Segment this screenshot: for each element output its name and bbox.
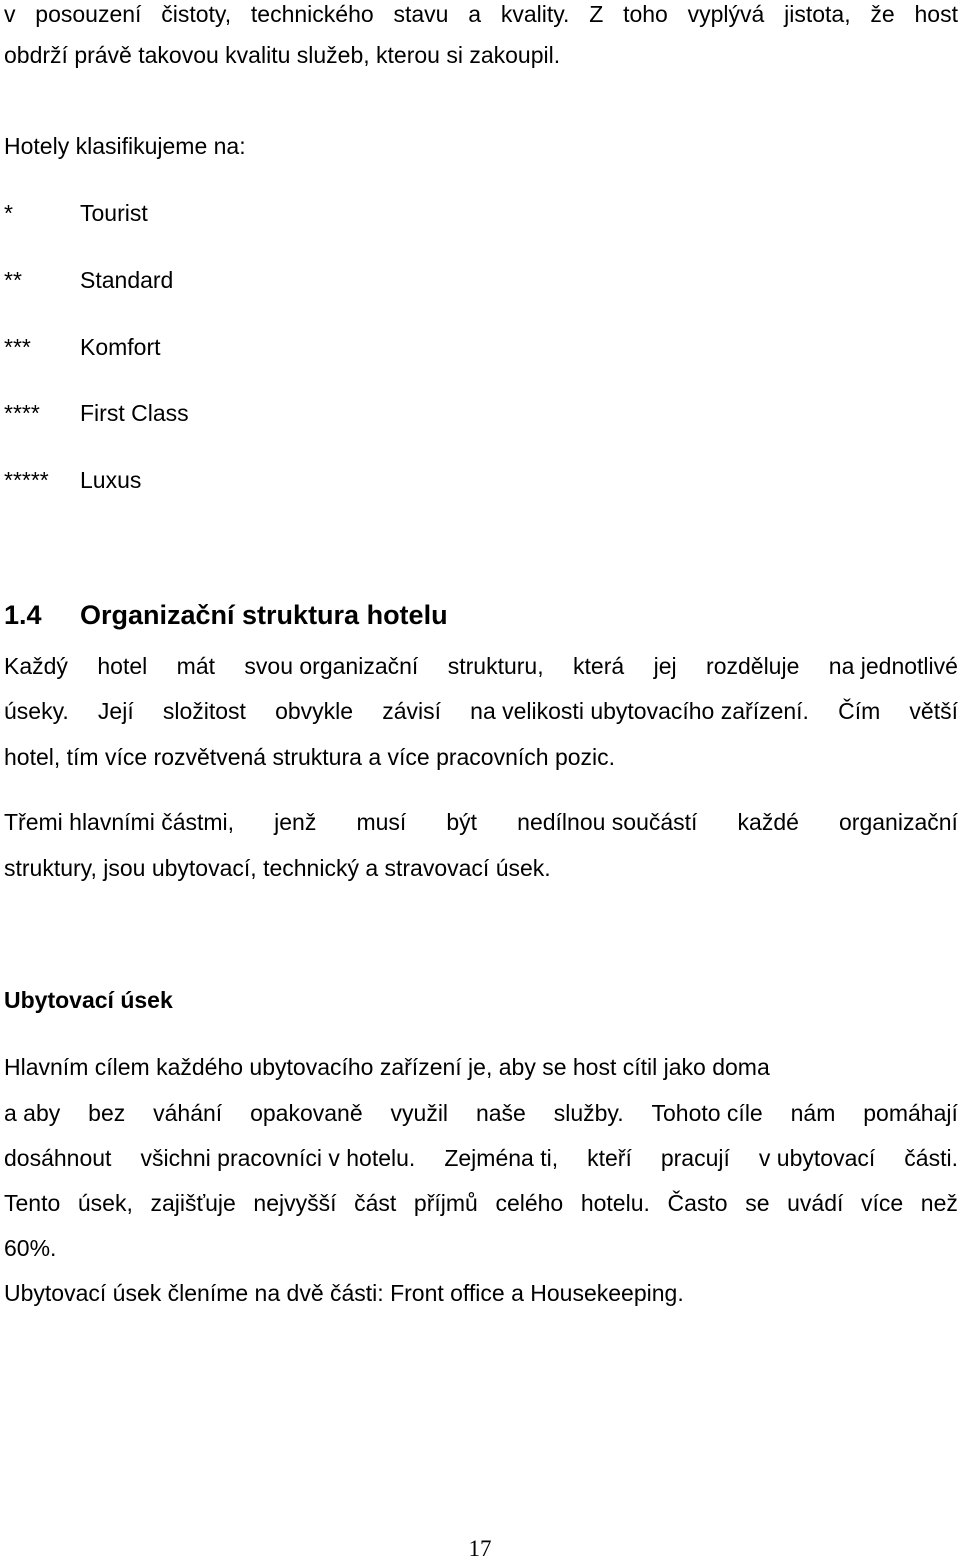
word: pomáhají xyxy=(863,1100,958,1126)
word: rozděluje xyxy=(706,653,800,679)
word: organizační xyxy=(839,809,958,835)
word: host xyxy=(914,1,958,27)
word: strukturu, xyxy=(447,653,544,679)
section-p1-line-1 xyxy=(4,652,958,680)
classification-stars: *** xyxy=(4,334,31,360)
word: se xyxy=(745,1190,770,1216)
classification-stars: ***** xyxy=(4,467,49,493)
word: Třemi hlavními částmi, xyxy=(4,809,235,835)
word: mát xyxy=(176,653,215,679)
word: čistoty, xyxy=(161,1,232,27)
word: celého xyxy=(495,1190,564,1216)
word: kteří xyxy=(587,1145,632,1171)
classification-label: Standard xyxy=(80,267,174,293)
section-heading xyxy=(4,599,448,631)
word: větší xyxy=(909,698,958,724)
word: musí xyxy=(356,809,407,835)
intro-line-1 xyxy=(4,0,958,28)
word: a aby xyxy=(4,1100,61,1126)
word: toho xyxy=(623,1,668,27)
word: Každý xyxy=(4,653,68,679)
subsection-p1-line-1: Hlavním cílem každého ubytovacího zařízení je, aby se host cítil jako doma xyxy=(4,1054,770,1080)
subsection-heading: Ubytovací úsek xyxy=(4,987,173,1013)
word: hotelu. xyxy=(580,1190,650,1216)
section-p2-line-2: struktury, jsou ubytovací, technický a stravovací úsek. xyxy=(4,855,551,881)
word: v ubytovací xyxy=(758,1145,876,1171)
word: že xyxy=(870,1,895,27)
word: Z xyxy=(589,1,604,27)
word: Její xyxy=(97,698,134,724)
word: složitost xyxy=(162,698,246,724)
subsection-p1-line-4 xyxy=(4,1189,958,1217)
word: každé xyxy=(737,809,799,835)
word: Čím xyxy=(838,698,881,724)
word: na velikosti ubytovacího zařízení. xyxy=(470,698,809,724)
word: Zejména ti, xyxy=(444,1145,559,1171)
word: Tento xyxy=(4,1190,61,1216)
word: jej xyxy=(653,653,677,679)
section-title: Organizační struktura hotelu xyxy=(80,600,448,630)
word: jistota, xyxy=(784,1,851,27)
classification-label: Luxus xyxy=(80,467,142,493)
word: kvality. xyxy=(500,1,570,27)
classification-label: Komfort xyxy=(80,334,161,360)
section-p1-line-3: hotel, tím více rozvětvená struktura a více pracovních pozic. xyxy=(4,744,616,770)
section-p2-line-1 xyxy=(4,808,958,836)
subsection-p1-line-5: 60%. xyxy=(4,1235,57,1261)
classification-stars: * xyxy=(4,200,13,226)
word: nejvyšší xyxy=(253,1190,337,1216)
word: naše xyxy=(475,1100,526,1126)
word: Tohoto cíle xyxy=(651,1100,763,1126)
word: všichni pracovníci v hotelu. xyxy=(140,1145,416,1171)
word: části. xyxy=(904,1145,958,1171)
classification-label: Tourist xyxy=(80,200,148,226)
word: dosáhnout xyxy=(4,1145,112,1171)
word: svou organizační xyxy=(244,653,419,679)
word: uvádí xyxy=(787,1190,844,1216)
word: v xyxy=(4,1,16,27)
word: opakovaně xyxy=(250,1100,363,1126)
word: služby. xyxy=(553,1100,624,1126)
word: část xyxy=(354,1190,397,1216)
word: jenž xyxy=(274,809,317,835)
word: nedílnou součástí xyxy=(517,809,698,835)
word: využil xyxy=(390,1100,449,1126)
word: obvykle xyxy=(275,698,354,724)
word: stavu xyxy=(393,1,449,27)
word: technického xyxy=(250,1,374,27)
word: hotel xyxy=(97,653,148,679)
word: posouzení xyxy=(35,1,142,27)
word: pracují xyxy=(660,1145,730,1171)
word: než xyxy=(920,1190,958,1216)
intro-line-2: obdrží právě takovou kvalitu služeb, kterou si zakoupil. xyxy=(4,42,561,68)
word: úseky. xyxy=(4,698,69,724)
classification-stars: ** xyxy=(4,267,22,293)
word: více xyxy=(860,1190,904,1216)
subsection-p2: Ubytovací úsek členíme na dvě části: Front office a Housekeeping. xyxy=(4,1280,684,1306)
word: zajišťuje xyxy=(150,1190,236,1216)
classification-intro: Hotely klasifikujeme na: xyxy=(4,133,246,159)
word: vyplývá xyxy=(687,1,765,27)
classification-label: First Class xyxy=(80,400,189,426)
subsection-p1-line-2 xyxy=(4,1099,958,1127)
word: která xyxy=(573,653,625,679)
page-number: 17 xyxy=(468,1536,492,1561)
word: příjmů xyxy=(413,1190,478,1216)
word: úsek, xyxy=(77,1190,133,1216)
word: bez xyxy=(88,1100,126,1126)
word: váhání xyxy=(153,1100,223,1126)
word: na jednotlivé xyxy=(828,653,958,679)
subsection-p1-line-3 xyxy=(4,1144,958,1172)
word: a xyxy=(468,1,482,27)
word: Často xyxy=(667,1190,728,1216)
word: závisí xyxy=(382,698,442,724)
classification-stars: **** xyxy=(4,400,40,426)
section-p1-line-2 xyxy=(4,697,958,725)
word: nám xyxy=(790,1100,836,1126)
section-number: 1.4 xyxy=(4,600,42,630)
word: být xyxy=(446,809,478,835)
